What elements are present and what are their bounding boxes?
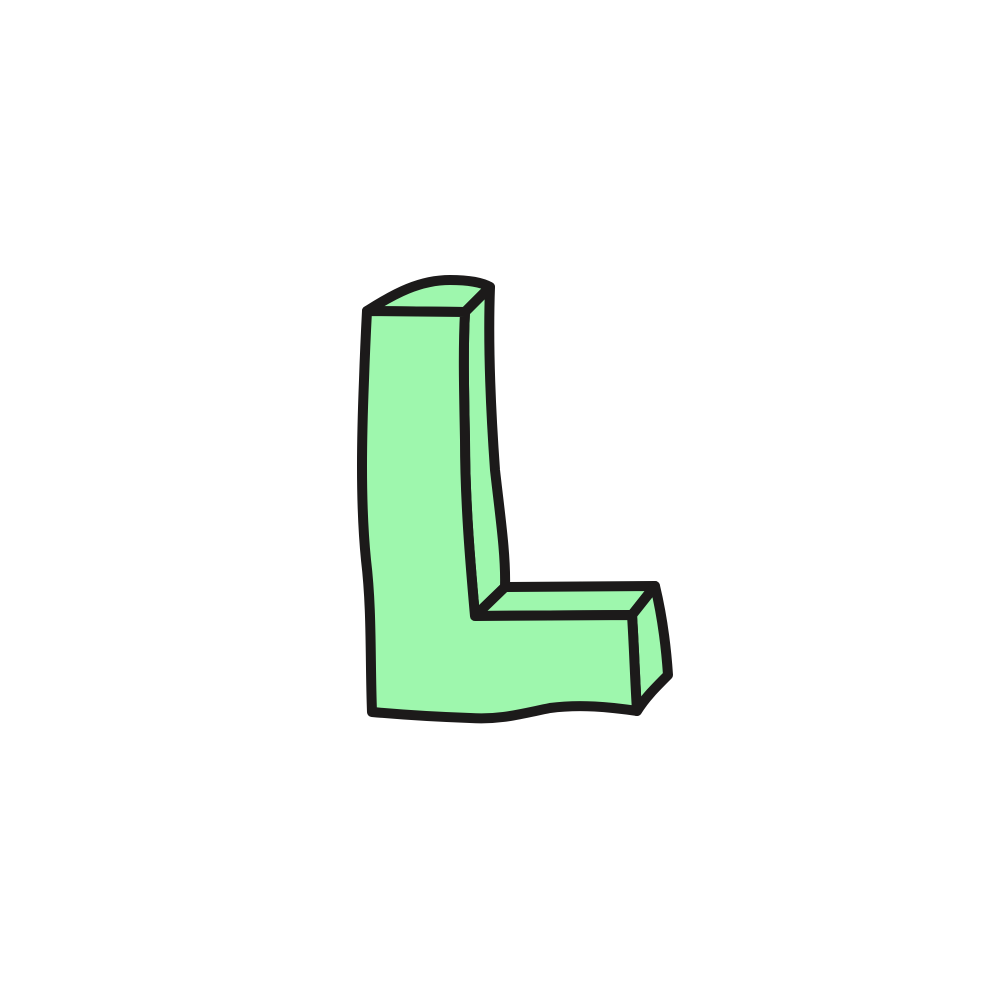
letter-l-shape <box>362 280 668 718</box>
